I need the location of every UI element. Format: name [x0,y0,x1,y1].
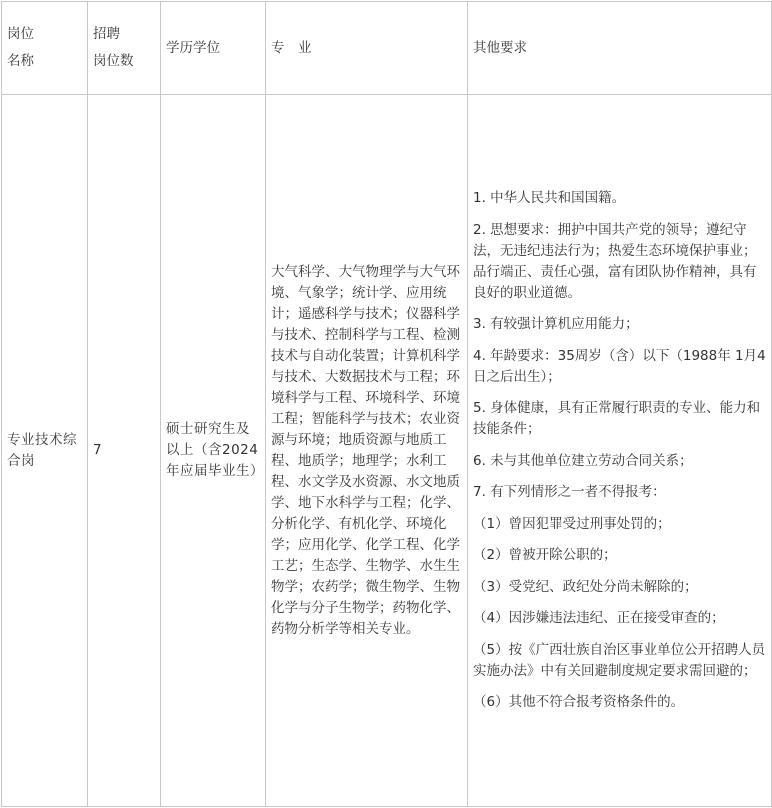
cell-position-name: 专业技术综合岗 [2,95,88,807]
requirement-item: 4. 年龄要求：35周岁（含）以下（1988年 1月4日之后出生）； [473,347,766,385]
header-education: 学历学位 [161,2,266,95]
requirement-item: （4）因涉嫌违法违纪、正在接受审查的； [473,610,725,626]
cell-education: 硕士研究生及以上（含2024年应届毕业生） [161,95,266,807]
requirement-item: 6. 未与其他单位建立劳动合同关系； [473,452,693,469]
header-position-name: 岗位 名称 [2,2,88,95]
cell-headcount: 7 [88,95,161,807]
requirement-item: （5）按《广西壮族自治区事业单位公开招聘人员实施办法》中有关回避制度规定要求需回避的； [473,641,766,679]
requirement-item: 5. 身体健康，具有正常履行职责的专业、能力和技能条件； [473,400,761,437]
requirement-item: （2）曾被开除公职的； [473,547,617,563]
cell-major: 大气科学、大气物理学与大气环境、气象学；统计学、应用统计；遥感科学与技术；仪器科学与技术、控制科学与工程、检测技术与自动化装置；计算机科学与技术、大数据技术与工程；环境科学与工程、环境科学、环境工程；智能科学与技术；农业资源与环境；地质资源与地质工程、地质学；地理学；水利工程、水文学及水资源、水文地质学、地下水科学与工程；化学、分析化学、有机化学、环境化学；应用化学、化学工程、化学工艺；生态学、生物学、水生生物学；农药学；微生物学、生物化学与分子生物学；药物化学、药物分析学等相关专业。 [266,95,468,807]
requirement-item: 3. 有较强计算机应用能力； [473,316,639,332]
header-other-requirements: 其他要求 [468,2,772,95]
cell-other-requirements [468,95,772,807]
requirement-item: （1）曾因犯罪受过刑事处罚的； [473,515,671,532]
table-row [2,95,772,807]
table-header-row [2,2,772,95]
requirement-item: 7. 有下列情形之一者不得报考： [473,484,666,500]
job-requirements-table [1,1,772,807]
header-headcount: 招聘 岗位数 [88,2,161,95]
requirement-item: （3）受党纪、政纪处分尚未解除的； [473,578,698,595]
requirement-item: 2. 思想要求：拥护中国共产党的领导；遵纪守法，无违纪违法行为；热爱生态环境保护事业；品行端正、责任心强，富有团队协作精神，具有良好的职业道德。 [473,221,757,301]
header-major: 专 业 [266,2,468,95]
requirement-item: （6）其他不符合报考资格条件的。 [473,694,685,710]
requirement-item: 1. 中华人民共和国国籍。 [473,190,626,206]
